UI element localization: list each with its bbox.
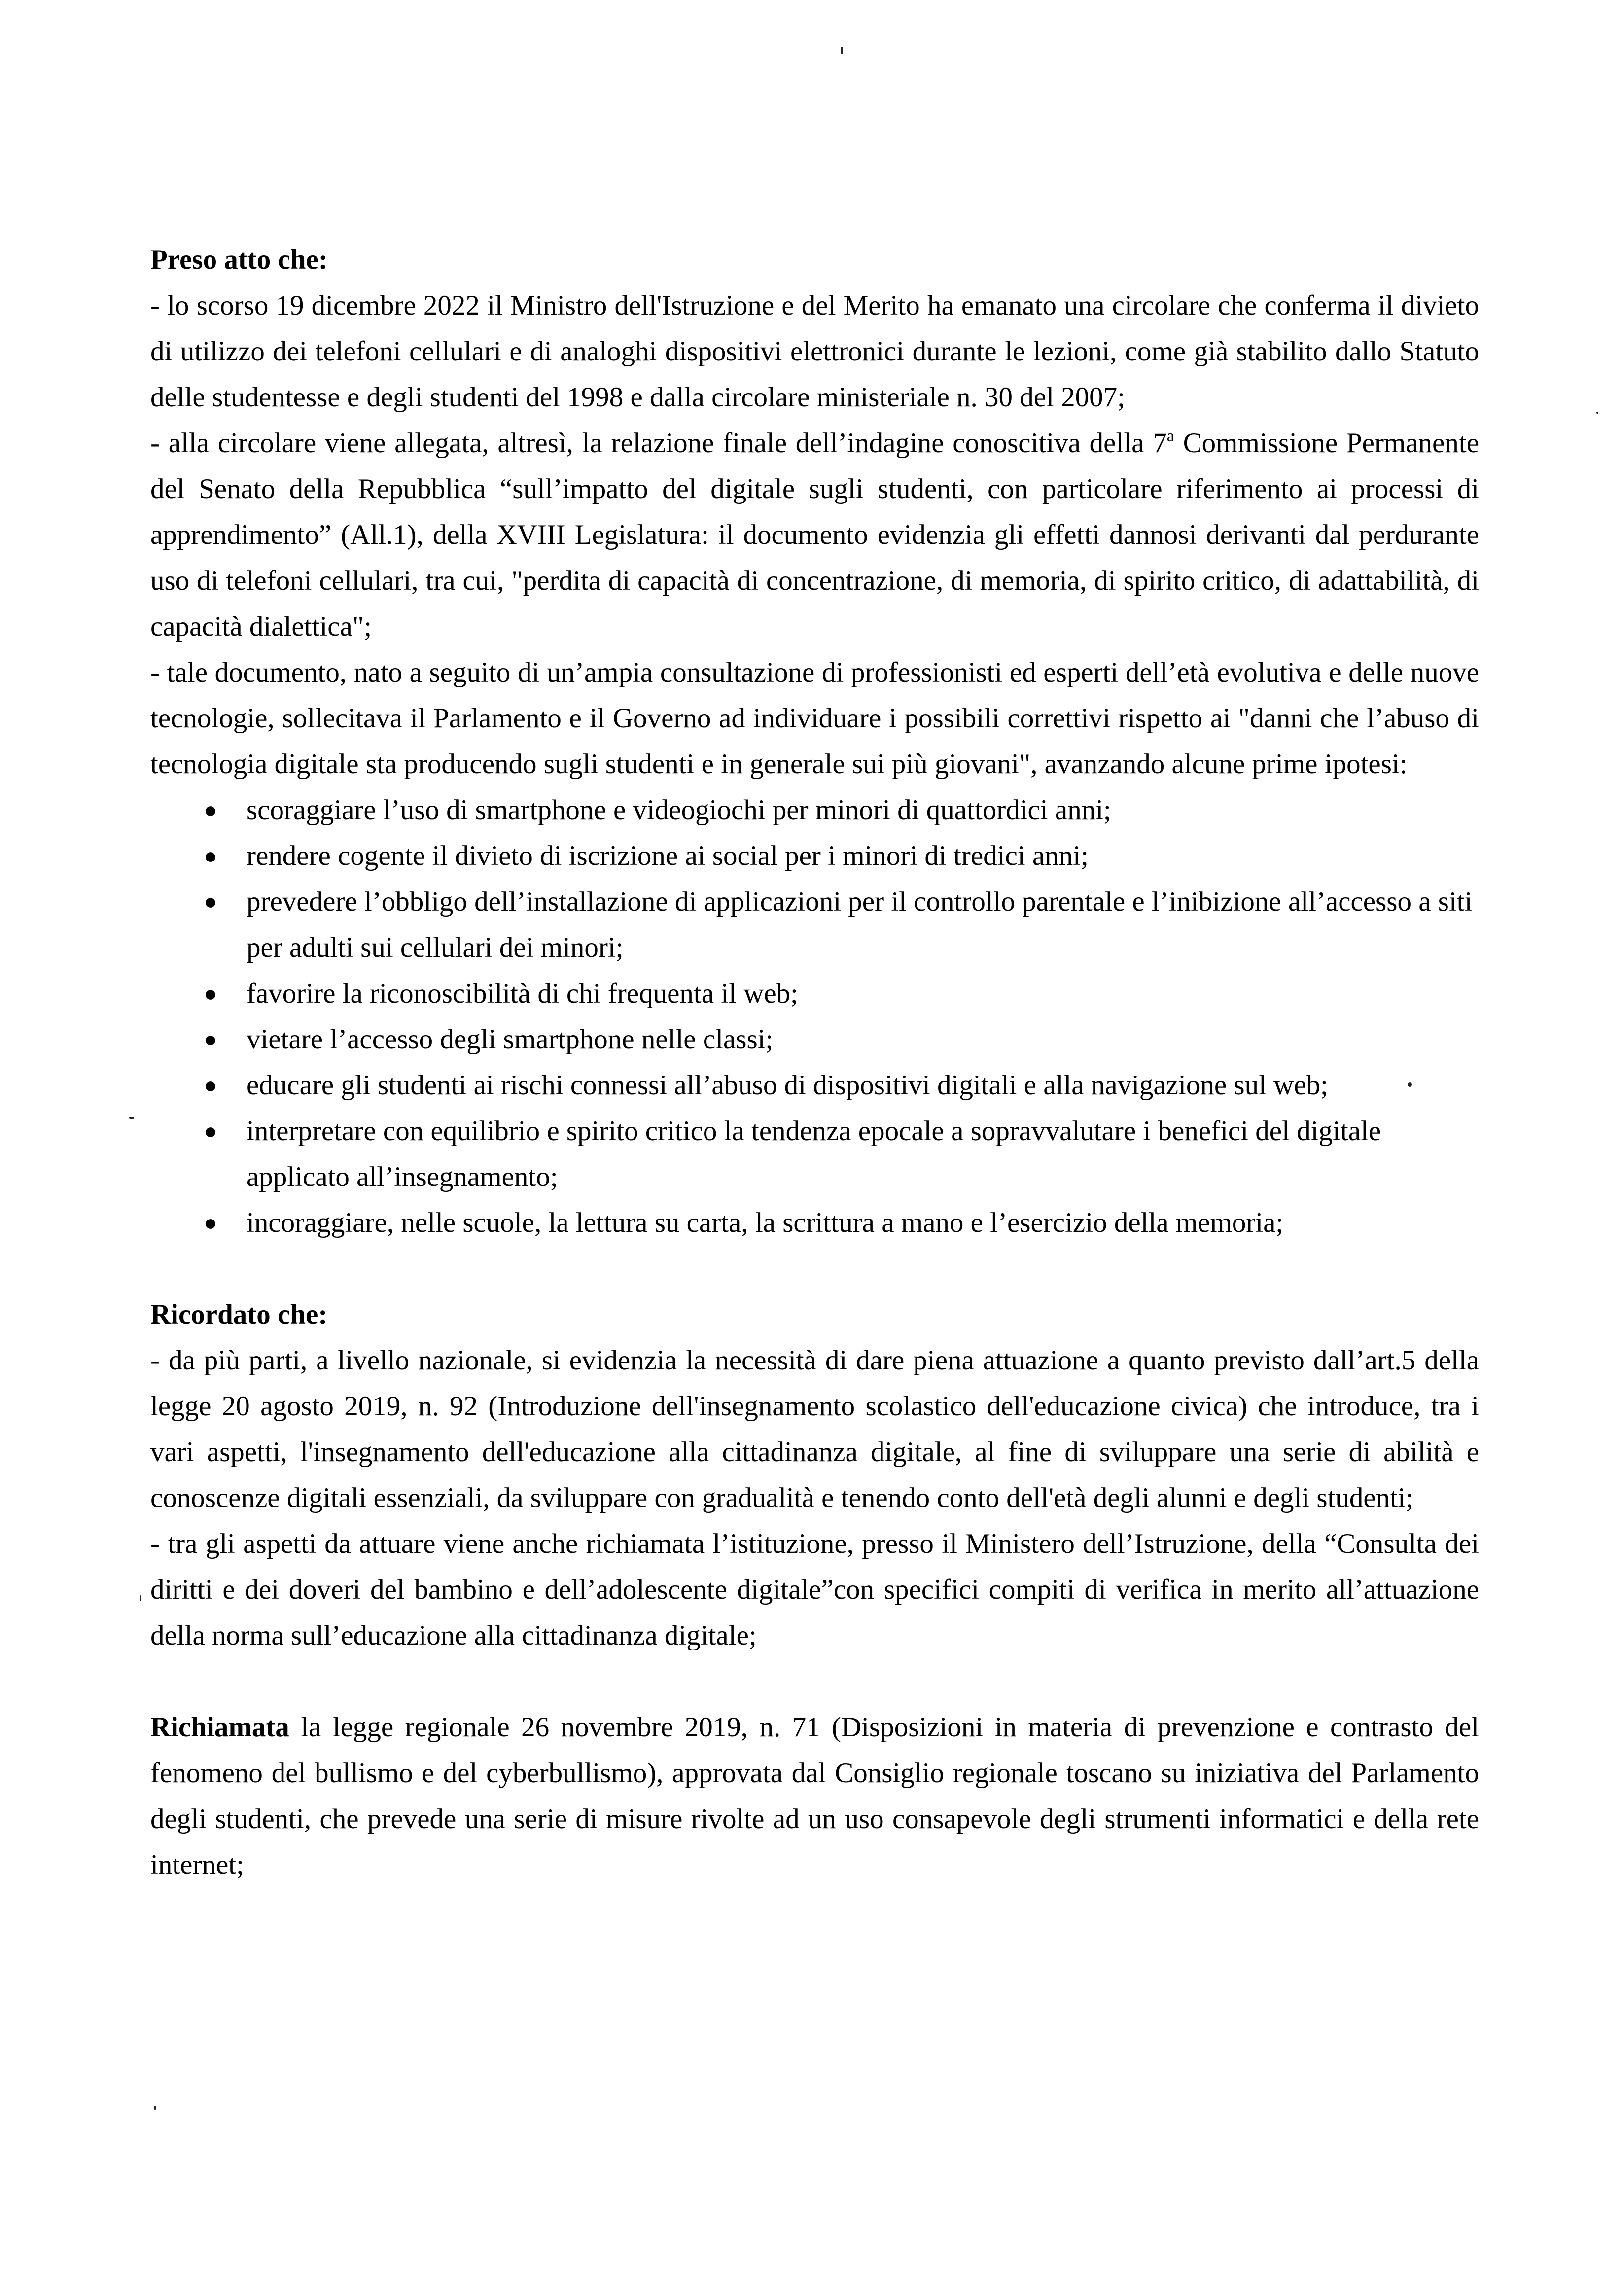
list-item xyxy=(150,879,1479,970)
scan-speck xyxy=(1596,412,1598,414)
paragraph-legge-92-2019: - da più parti, a livello nazionale, si evidenzia la necessità di dare piena attuazione a quanto previsto dall’art.5 della legge 20 agosto 2019, n. 92 (Introduzione dell'insegnamento scolastico dell'educazione civica) che introduce, tra i vari aspetti, l'insegnamento dell'educazione alla cittadinanza digitale, al fine di sviluppare una serie di abilità e conoscenze digitali essenziali, da sviluppare con gradualità e tenendo conto dell'età degli alunni e degli studenti; xyxy=(150,1345,1479,1513)
list-item-text: interpretare con equilibrio e spirito critico la tendenza epocale a sopravvalutare i benefici del digitale applicato all’insegnamento; xyxy=(247,1115,1381,1192)
list-item-text: educare gli studenti ai rischi connessi all’abuso di dispositivi digitali e alla navigazione sul web; xyxy=(247,1070,1328,1101)
list-item-text: favorire la riconoscibilità di chi frequenta il web; xyxy=(247,978,798,1009)
paragraph-text: Commissione Permanente del Senato della Repubblica “sull’impatto del digitale sugli studenti, con particolare riferimento ai processi di apprendimento” (All.1), della XVIII Legislatura: il documento evidenzia gli effetti dannosi derivanti dal perdurante uso di telefoni cellulari, tra cui, "perdita di capacità di concentrazione, di memoria, di spirito critico, di adattabilità, di capacità dialettica"; xyxy=(150,428,1479,642)
section-preso-atto xyxy=(150,237,1479,1246)
list-item-text: vietare l’accesso degli smartphone nelle classi; xyxy=(247,1024,774,1055)
bullet-icon: ● xyxy=(204,797,217,823)
bullet-icon: ● xyxy=(204,981,217,1006)
section-spacer xyxy=(150,1246,1479,1292)
superscript-ordinal: a xyxy=(1166,427,1174,445)
list-item xyxy=(150,1062,1479,1108)
paragraph-consulta-diritti: - tra gli aspetti da attuare viene anche richiamata l’istituzione, presso il Ministero dell’Istruzione, della “Consulta dei diritti e dei doveri del bambino e dell’adolescente digitale”con specifici compiti di verifica in merito all’attuazione della norma sull’educazione alla cittadinanza digitale; xyxy=(150,1528,1479,1651)
section-ricordato xyxy=(150,1292,1479,1658)
scan-speck xyxy=(129,1117,134,1119)
list-item xyxy=(150,1108,1479,1200)
document-page xyxy=(150,237,1479,1888)
list-item xyxy=(150,1200,1479,1246)
lead-bold-word: Richiamata xyxy=(150,1712,289,1743)
section-richiamata xyxy=(150,1704,1479,1888)
paragraph-circolare-ministro: - lo scorso 19 dicembre 2022 il Ministro dell'Istruzione e del Merito ha emanato una circolare che conferma il divieto di utilizzo dei telefoni cellulari e di analoghi dispositivi elettronici durante le lezioni, come già stabilito dallo Statuto delle studentesse e degli studenti del 1998 e dalla circolare ministeriale n. 30 del 2007; xyxy=(150,290,1479,413)
bullet-icon: ● xyxy=(204,889,217,914)
list-item xyxy=(150,833,1479,879)
scan-speck xyxy=(1408,1082,1412,1087)
list-item xyxy=(150,787,1479,833)
list-item-text: scoraggiare l’uso di smartphone e videogiochi per minori di quattordici anni; xyxy=(247,794,1111,825)
scan-speck xyxy=(841,47,843,54)
bullet-icon: ● xyxy=(204,843,217,868)
scan-speck xyxy=(154,2106,156,2110)
list-item xyxy=(150,970,1479,1016)
bullet-icon: ● xyxy=(204,1073,217,1098)
bullet-icon: ● xyxy=(204,1210,217,1235)
paragraph-text: la legge regionale 26 novembre 2019, n. 71 (Disposizioni in materia di prevenzione e contrasto del fenomeno del bullismo e del cyberbullismo), approvata dal Consiglio regionale toscano su iniziativa del Parlamento degli studenti, che prevede una serie di misure rivolte ad un uso consapevole degli strumenti informatici e della rete internet; xyxy=(150,1712,1479,1880)
paragraph-relazione-finale xyxy=(150,420,1479,649)
paragraph-tale-documento: - tale documento, nato a seguito di un’ampia consultazione di professionisti ed esperti dell’età evolutiva e delle nuove tecnologie, sollecitava il Parlamento e il Governo ad individuare i possibili correttivi rispetto ai "danni che l’abuso di tecnologia digitale sta producendo sugli studenti e in generale sui più giovani", avanzando alcune prime ipotesi: xyxy=(150,657,1479,780)
list-item-text: prevedere l’obbligo dell’installazione di applicazioni per il controllo parentale e l’inibizione all’accesso a siti per adulti sui cellulari dei minori; xyxy=(247,886,1473,963)
list-item xyxy=(150,1016,1479,1062)
list-item-text: rendere cogente il divieto di iscrizione ai social per i minori di tredici anni; xyxy=(247,840,1089,871)
bullet-icon: ● xyxy=(204,1027,217,1052)
scan-speck xyxy=(140,1595,141,1601)
section-heading: Ricordato che: xyxy=(150,1299,328,1330)
section-spacer xyxy=(150,1658,1479,1704)
section-heading: Preso atto che: xyxy=(150,244,328,275)
bullet-icon: ● xyxy=(204,1118,217,1144)
paragraph-legge-regionale-71-2019 xyxy=(150,1704,1479,1888)
proposals-list xyxy=(150,787,1479,1246)
paragraph-text: - alla circolare viene allegata, altresì, la relazione finale dell’indagine conoscitiva della 7 xyxy=(150,428,1167,459)
list-item-text: incoraggiare, nelle scuole, la lettura su carta, la scrittura a mano e l’esercizio della memoria; xyxy=(247,1207,1284,1238)
